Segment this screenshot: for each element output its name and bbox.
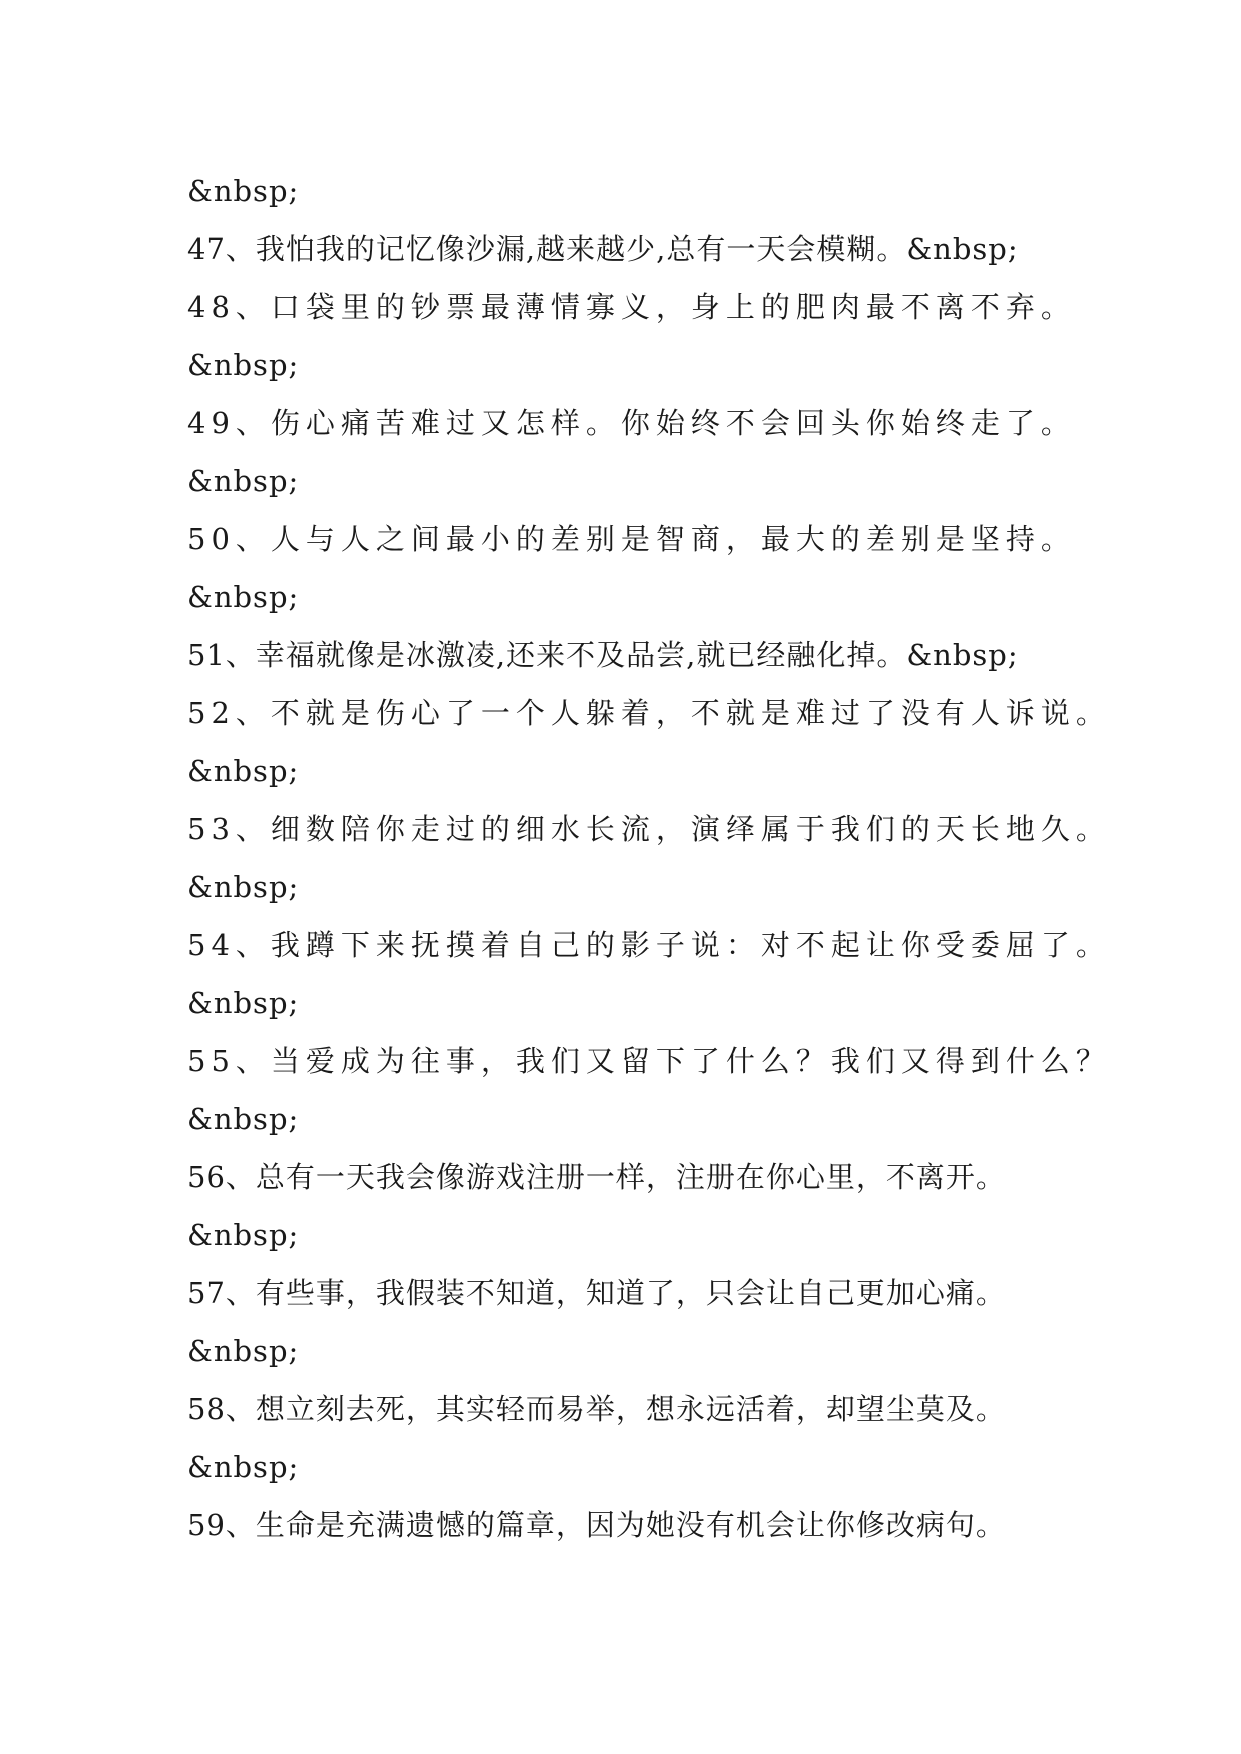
text-line: 55、当爱成为往事，我们又留下了什么？我们又得到什么？ xyxy=(187,1044,1111,1078)
text-line: &nbsp; xyxy=(187,580,300,614)
text-line: 47、我怕我的记忆像沙漏,越来越少,总有一天会模糊。&nbsp; xyxy=(187,232,1019,266)
text-line: &nbsp; xyxy=(187,348,300,382)
text-body xyxy=(187,162,1111,1554)
text-line: 50、人与人之间最小的差别是智商，最大的差别是坚持。 xyxy=(187,522,1076,556)
text-line: &nbsp; xyxy=(187,1334,300,1368)
text-line: &nbsp; xyxy=(187,754,300,788)
text-line: 51、幸福就像是冰激凌,还来不及品尝,就已经融化掉。&nbsp; xyxy=(187,638,1019,672)
text-line: 58、想立刻去死，其实轻而易举，想永远活着，却望尘莫及。 xyxy=(187,1392,1006,1426)
text-line: &nbsp; xyxy=(187,1218,300,1252)
text-line: &nbsp; xyxy=(187,464,300,498)
text-line: 54、我蹲下来抚摸着自己的影子说：对不起让你受委屈了。 xyxy=(187,928,1111,962)
text-line: 59、生命是充满遗憾的篇章，因为她没有机会让你修改病句。 xyxy=(187,1508,1006,1542)
text-line: &nbsp; xyxy=(187,870,300,904)
text-line: 48、口袋里的钞票最薄情寡义，身上的肥肉最不离不弃。 xyxy=(187,290,1076,324)
text-line: 56、总有一天我会像游戏注册一样，注册在你心里，不离开。 xyxy=(187,1160,1006,1194)
text-line: 57、有些事，我假装不知道，知道了，只会让自己更加心痛。 xyxy=(187,1276,1006,1310)
text-line: &nbsp; xyxy=(187,1450,300,1484)
text-line: &nbsp; xyxy=(187,1102,300,1136)
text-line: 52、不就是伤心了一个人躲着，不就是难过了没有人诉说。 xyxy=(187,696,1111,730)
text-line: &nbsp; xyxy=(187,174,300,208)
text-line: 49、伤心痛苦难过又怎样。你始终不会回头你始终走了。 xyxy=(187,406,1076,440)
text-line: &nbsp; xyxy=(187,986,300,1020)
text-line: 53、细数陪你走过的细水长流，演绎属于我们的天长地久。 xyxy=(187,812,1111,846)
